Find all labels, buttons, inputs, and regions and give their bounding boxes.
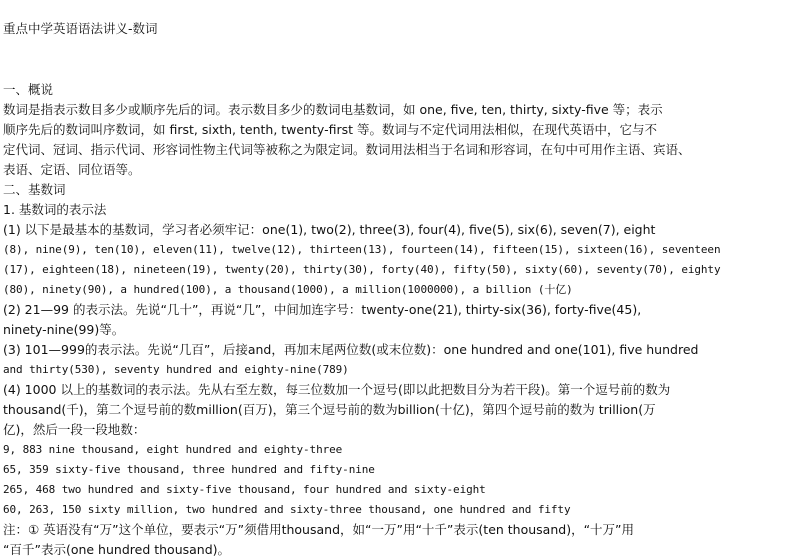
example-line: 65, 359 sixty-five thousand, three hundred and fifty-nine [3,463,375,476]
body-line: and thirty(530), seventy hundred and eighty-nine(789) [3,363,349,376]
body-line: 定代词、冠词、指示代词、形容词性物主代词等被称之为限定词。数词用法相当于名词和形容词，在句中可用作主语、宾语、 [3,142,691,157]
document-body [3,80,789,560]
body-line: 数词是指表示数目多少或顺序先后的词。表示数目多少的数词电基数词，如 one, five, ten, thirty, sixty-five 等；表示 [3,102,663,117]
note-line: 注：① 英语没有“万”这个单位，要表示“万”须借用thousand，如“一万”用“十千”表示(ten thousand)，“十万”用 [3,522,635,537]
body-line: (8), nine(9), ten(10), eleven(11), twelve(12), thirteen(13), fourteen(14), fifteen(15), sixteen(16), seventeen [3,243,721,256]
body-line: (3) 101—999的表示法。先说“几百”，后接and，再加末尾两位数(或末位数)：one hundred and one(101), five hundred [3,342,699,357]
body-line: (4) 1000 以上的基数词的表示法。先从右至左数，每三位数加一个逗号(即以此把数目分为若干段)。第一个逗号前的数为 [3,382,671,397]
body-line: thousand(千)，第二个逗号前的数million(百万)，第三个逗号前的数为billion(十亿)，第四个逗号前的数为 trillion(万 [3,402,656,417]
body-line: 亿)，然后一段一段地数： [3,422,146,437]
section-heading: 二、基数词 [3,182,66,197]
note-line: “百千”表示(one hundred thousand)。 [3,542,231,557]
body-line: 顺序先后的数词叫序数词，如 first, sixth, tenth, twenty-first 等。数词与不定代词用法相似，在现代英语中，它与不 [3,122,658,137]
body-line: 表语、定语、同位语等。 [3,162,141,177]
document-title: 重点中学英语语法讲义-数词 [3,21,158,36]
subsection-heading: 1. 基数词的表示法 [3,202,107,217]
body-line: ninety-nine(99)等。 [3,322,125,337]
body-line: (17), eighteen(18), nineteen(19), twenty(20), thirty(30), forty(40), fifty(50), sixty(60), seventy(70), eighty [3,263,721,276]
section-heading: 一、概说 [3,82,54,97]
body-line: (1) 以下是最基本的基数词，学习者必须牢记：one(1), two(2), three(3), four(4), five(5), six(6), seven(7), eight [3,222,656,237]
example-line: 60, 263, 150 sixty million, two hundred and sixty-three thousand, one hundred and fifty [3,503,571,516]
example-line: 9, 883 nine thousand, eight hundred and eighty-three [3,443,343,456]
body-line: (2) 21—99 的表示法。先说“几十”，再说“几”，中间加连字号：twenty-one(21), thirty-six(36), forty-five(45), [3,302,642,317]
body-line: (80), ninety(90), a hundred(100), a thousand(1000), a million(1000000), a billion (十亿) [3,283,573,296]
example-line: 265, 468 two hundred and sixty-five thousand, four hundred and sixty-eight [3,483,486,496]
